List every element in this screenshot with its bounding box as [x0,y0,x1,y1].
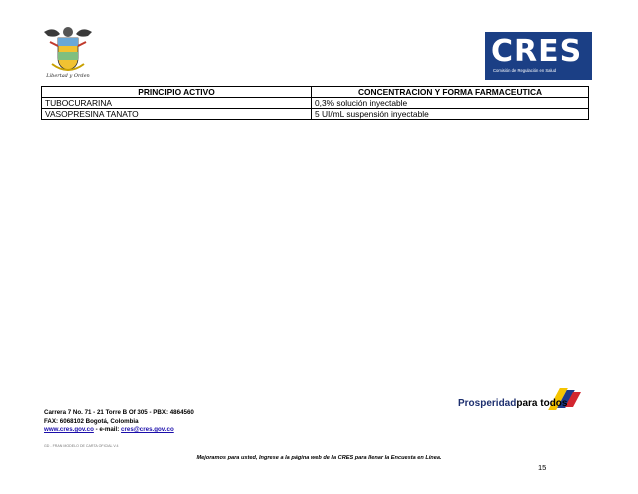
cres-logo [485,32,592,80]
cres-logo-word: CRES [491,34,583,69]
prosperity-logo [458,388,590,414]
drug-table [41,86,589,120]
column-header-principle: PRINCIPIO ACTIVO [42,87,312,98]
website-link[interactable]: www.cres.gov.co [44,426,94,434]
page-number: 15 [538,463,547,472]
footer-contact [44,426,194,435]
table-row [42,109,589,120]
footer-fax: FAX: 6068102 Bogotá, Colombia [44,417,139,425]
form-code: GD - FRAN MODELO DE CARTA OFICIAL V.4 [44,444,119,448]
table-header-row [42,87,589,98]
survey-notice: Mejoramos para usted, Ingrese a la página web de la CRES para llenar la Encuesta en Línea. [196,455,442,461]
coat-caption: Libertad y Orden [46,73,90,79]
cell-principle: TUBOCURARINA [42,98,312,109]
cell-concentration: 0,3% solución inyectable [312,98,589,109]
email-link[interactable]: cres@cres.gov.co [121,426,174,434]
cell-principle: VASOPRESINA TANATO [42,109,312,120]
prosperity-word: Prosperidad [458,398,517,409]
footer-address: Carrera 7 No. 71 - 21 Torre B Of 305 - PBX: 4864560 [44,409,194,416]
footer-address-block [44,409,194,435]
email-prefix: - e-mail: [93,426,122,434]
table-row [42,98,589,109]
cres-logo-subtitle: Comisión de Regulación en Salud [493,68,557,73]
prosperity-slogan: para todos [516,398,568,409]
column-header-concentration: CONCENTRACION Y FORMA FARMACEUTICA [312,87,589,98]
cell-concentration: 5 UI/mL suspensión inyectable [312,109,589,120]
prosperity-text [458,398,567,409]
